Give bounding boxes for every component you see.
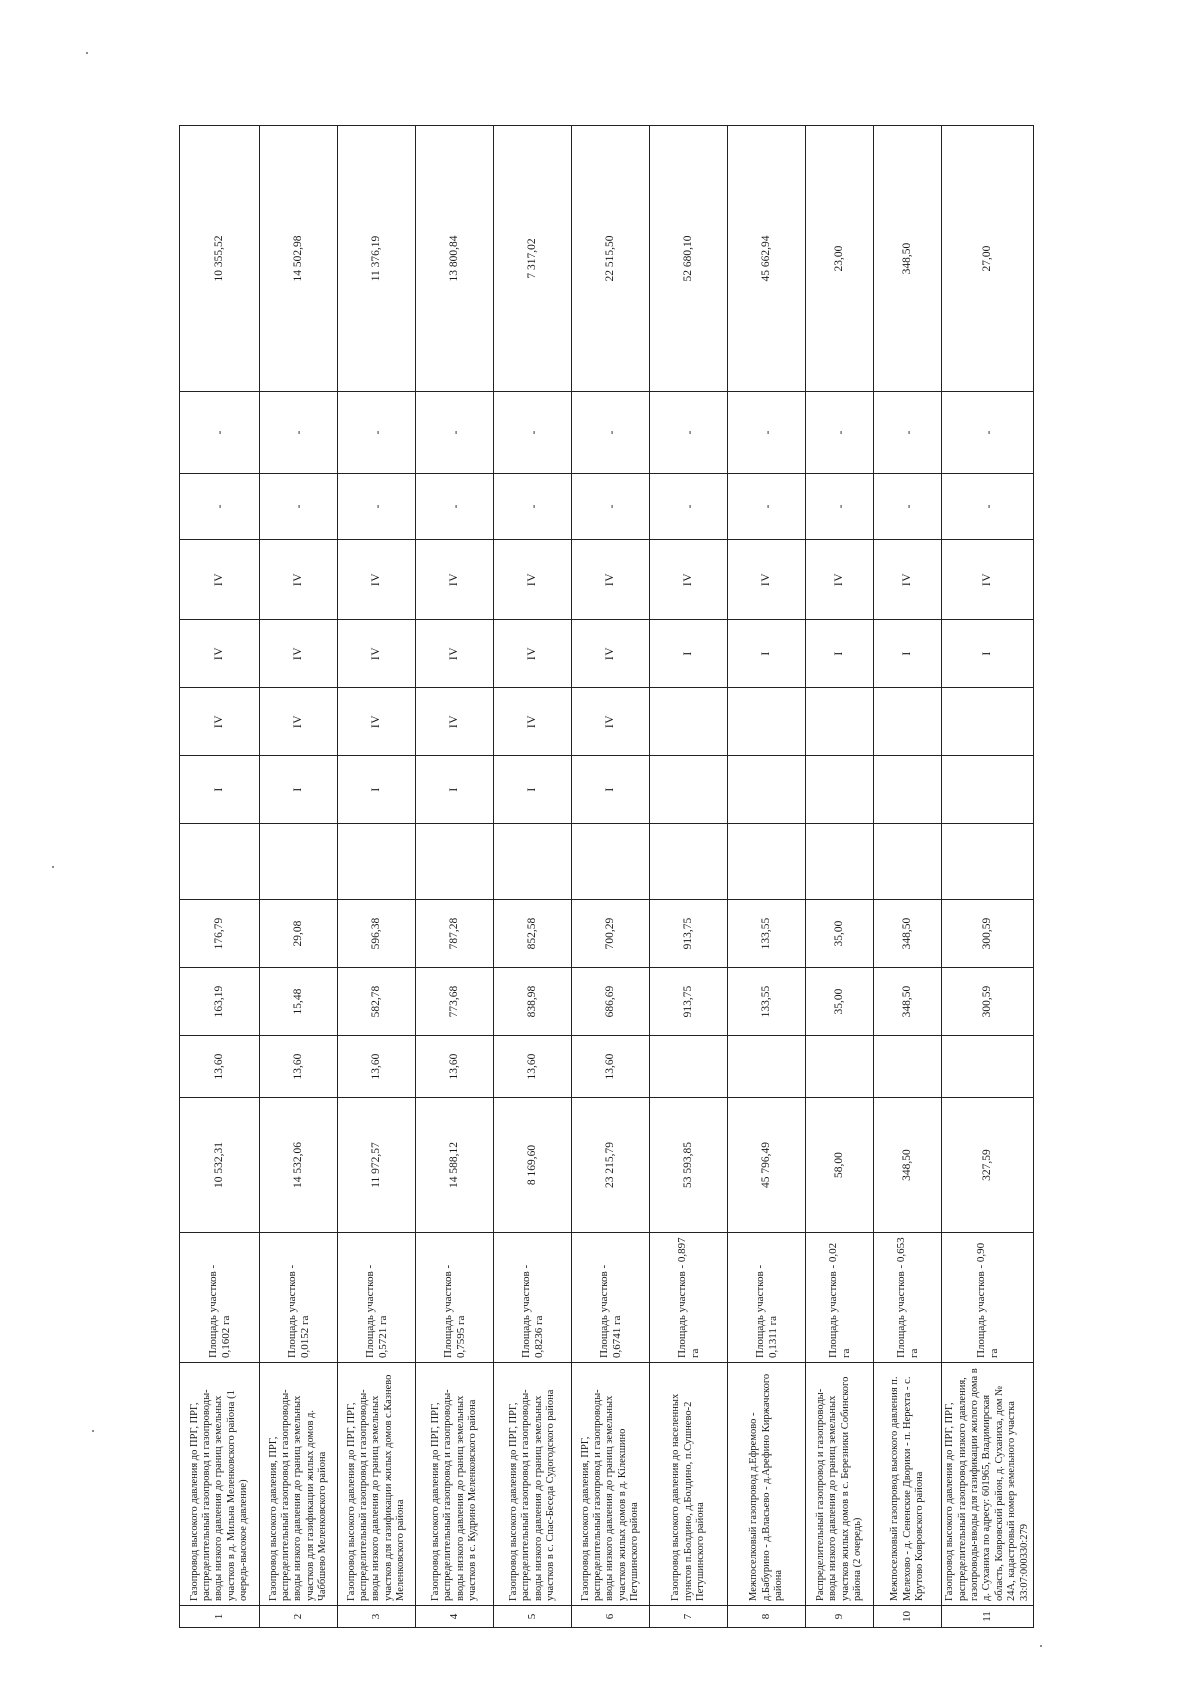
row-number: 8 [728,1606,806,1628]
category-col-3: I [728,620,806,688]
empty-cell [572,824,650,900]
rotated-table-sheet [179,126,1034,1628]
total-cost: 348,50 [874,1098,942,1233]
cost-col-2: 13,60 [416,1036,494,1098]
row-number: 7 [650,1606,728,1628]
cost-col-2: 13,60 [338,1036,416,1098]
row-number: 3 [338,1606,416,1628]
cost-col-2: 13,60 [494,1036,572,1098]
category-col-1 [806,756,874,824]
category-col-4: IV [338,540,416,620]
category-col-1: I [416,756,494,824]
cost-col-3: 133,55 [728,968,806,1036]
cost-col-2: 13,60 [572,1036,650,1098]
table-row [338,126,416,1628]
table-row [260,126,338,1628]
table-row [180,126,260,1628]
cost-col-3: 348,50 [874,968,942,1036]
category-col-4: IV [942,540,1034,620]
row-number: 6 [572,1606,650,1628]
category-col-4: IV [416,540,494,620]
remaining-value: 22 515,50 [572,126,650,392]
cost-col-2: 13,60 [180,1036,260,1098]
remaining-value: 45 662,94 [728,126,806,392]
dash-col-1: - [260,474,338,540]
row-number: 10 [874,1606,942,1628]
cost-col-3: 773,68 [416,968,494,1036]
cost-col-2 [806,1036,874,1098]
plot-area: Площадь участков - 0,5721 га [338,1233,416,1363]
category-col-4: IV [180,540,260,620]
empty-cell [874,824,942,900]
total-cost: 14 532,06 [260,1098,338,1233]
category-col-4: IV [650,540,728,620]
total-cost: 8 169,60 [494,1098,572,1233]
category-col-2: IV [416,688,494,756]
object-description: Газопровод высокого давления до ПРГ, ПРГ, распределительный газопровод низкого давления, газопроводы-вводы для газификации жилого дома в д. Суханиха по адресу: 601965, Владимирская область, Ковровский район, д. Суханиха, дом № 24А, кадастровый номер земельного участка 33:07:000330:279 [942,1363,1034,1606]
plot-area: Площадь участков - 0,7595 га [416,1233,494,1363]
remaining-value: 52 680,10 [650,126,728,392]
cost-col-4: 29,08 [260,900,338,968]
category-col-3: IV [180,620,260,688]
category-col-1 [942,756,1034,824]
category-col-2 [728,688,806,756]
remaining-value: 11 376,19 [338,126,416,392]
category-col-2: IV [180,688,260,756]
table-row [874,126,942,1628]
table-row [416,126,494,1628]
table-row [942,126,1034,1628]
category-col-2: IV [572,688,650,756]
plot-area: Площадь участков - 0,897 га [650,1233,728,1363]
table-row [728,126,806,1628]
empty-cell [338,824,416,900]
row-number: 1 [180,1606,260,1628]
cost-col-3: 163,19 [180,968,260,1036]
category-col-2: IV [494,688,572,756]
category-col-2 [650,688,728,756]
category-col-3: I [874,620,942,688]
row-number: 5 [494,1606,572,1628]
cost-col-4: 700,29 [572,900,650,968]
object-description: Газопровод высокого давления до ПРГ, ПРГ, распределительный газопровод и газопроводы-вводы низкого давления до границ земельных участков в с. Спас-Беседа Судогодского района [494,1363,572,1606]
remaining-value: 13 800,84 [416,126,494,392]
empty-cell [180,824,260,900]
dash-col-1: - [180,474,260,540]
remaining-value: 7 317,02 [494,126,572,392]
category-col-2 [806,688,874,756]
category-col-3: I [650,620,728,688]
category-col-4: IV [572,540,650,620]
plot-area: Площадь участков - 0,6741 га [572,1233,650,1363]
category-col-2: IV [338,688,416,756]
object-description: Газопровод высокого давления, ПРГ, распределительный газопровод и газопроводы-вводы низкого давления до границ земельных участков жилых домов в д. Кілекшино Петушинского района [572,1363,650,1606]
table-row [494,126,572,1628]
cost-col-3: 35,00 [806,968,874,1036]
total-cost: 10 532,31 [180,1098,260,1233]
total-cost: 23 215,79 [572,1098,650,1233]
cost-col-4: 300,59 [942,900,1034,968]
dash-col-2: - [728,392,806,474]
category-col-2 [942,688,1034,756]
table-row [806,126,874,1628]
object-description: Газопровод высокого давления до ПРГ, ПРГ, распределительный газопровод и газопроводы-вводы низкого давления до границ земельных участков в д. Мильна Меленковского района (1 очередь-высокое давление) [180,1363,260,1606]
category-col-4: IV [874,540,942,620]
category-col-4: IV [728,540,806,620]
cost-col-3: 838,98 [494,968,572,1036]
object-description: Газопровод высокого давления, ПРГ, распределительный газопровод и газопроводы-вводы низкого давления до границ земельных участков для газификации жилых домов д. Чаббшево Меленковского района [260,1363,338,1606]
dash-col-2: - [416,392,494,474]
dash-col-2: - [494,392,572,474]
plot-area: Площадь участков - 0,8236 га [494,1233,572,1363]
remaining-value: 27,00 [942,126,1034,392]
cost-col-3: 582,78 [338,968,416,1036]
empty-cell [728,824,806,900]
cost-col-2 [874,1036,942,1098]
plot-area: Площадь участков - 0,90 га [942,1233,1034,1363]
dash-col-1: - [572,474,650,540]
cost-col-2 [942,1036,1034,1098]
category-col-2 [874,688,942,756]
category-col-4: IV [494,540,572,620]
empty-cell [416,824,494,900]
category-col-3: IV [572,620,650,688]
row-number: 2 [260,1606,338,1628]
dash-col-1: - [806,474,874,540]
plot-area: Площадь участков - 0,653 га [874,1233,942,1363]
category-col-3: IV [338,620,416,688]
row-number: 4 [416,1606,494,1628]
object-description: Межпоселковый газопровод д.Ефремово - д.Бабурино - д.Власьево - д.Арефино Киржачского района [728,1363,806,1606]
cost-col-4: 852,58 [494,900,572,968]
dash-col-1: - [416,474,494,540]
empty-cell [806,824,874,900]
dash-col-1: - [650,474,728,540]
category-col-1: I [260,756,338,824]
category-col-4: IV [806,540,874,620]
plot-area: Площадь участков - 0,1602 га [180,1233,260,1363]
row-number: 9 [806,1606,874,1628]
empty-cell [260,824,338,900]
dash-col-2: - [180,392,260,474]
cost-col-4: 913,75 [650,900,728,968]
category-col-3: I [942,620,1034,688]
dash-col-2: - [338,392,416,474]
cost-col-4: 787,28 [416,900,494,968]
dash-col-2: - [260,392,338,474]
object-description: Газопровод высокого давления до населенных пунктов п.Болдино, д.Болдино, п.Сушнево-2 Петушинского района [650,1363,728,1606]
empty-cell [494,824,572,900]
dash-col-2: - [650,392,728,474]
dash-col-2: - [572,392,650,474]
cost-col-3: 15,48 [260,968,338,1036]
cost-col-4: 133,55 [728,900,806,968]
empty-cell [942,824,1034,900]
total-cost: 53 593,85 [650,1098,728,1233]
plot-area: Площадь участков - 0,02 га [806,1233,874,1363]
category-col-1: I [572,756,650,824]
cost-col-2: 13,60 [260,1036,338,1098]
category-col-3: IV [494,620,572,688]
dash-col-1: - [728,474,806,540]
table-row [650,126,728,1628]
cost-col-3: 686,69 [572,968,650,1036]
total-cost: 327,59 [942,1098,1034,1233]
category-col-4: IV [260,540,338,620]
dash-col-1: - [942,474,1034,540]
remaining-value: 23,00 [806,126,874,392]
cost-col-2 [728,1036,806,1098]
total-cost: 11 972,57 [338,1098,416,1233]
total-cost: 58,00 [806,1098,874,1233]
category-col-1 [728,756,806,824]
cost-col-3: 913,75 [650,968,728,1036]
cost-col-3: 300,59 [942,968,1034,1036]
plot-area: Площадь участков - 0,1311 га [728,1233,806,1363]
total-cost: 14 588,12 [416,1098,494,1233]
gas-pipeline-table [179,125,1034,1628]
cost-col-2 [650,1036,728,1098]
category-col-3: IV [260,620,338,688]
category-col-1 [650,756,728,824]
cost-col-4: 596,38 [338,900,416,968]
cost-col-4: 348,50 [874,900,942,968]
dash-col-1: - [494,474,572,540]
dash-col-2: - [806,392,874,474]
category-col-1 [874,756,942,824]
remaining-value: 14 502,98 [260,126,338,392]
object-description: Газопровод высокого давления до ПРГ, ПРГ, распределительный газопровод и газопроводы-вводы низкого давления до границ земельных участков для газификации жилых домов с.Казнево Меленковского района [338,1363,416,1606]
empty-cell [650,824,728,900]
total-cost: 45 796,49 [728,1098,806,1233]
object-description: Газопровод высокого давления до ПРГ, ПРГ, распределительный газопровод и газопроводы-вводы низкого давления до границ земельных участков в с. Кудрино Меленковского района [416,1363,494,1606]
plot-area: Площадь участков - 0,0152 га [260,1233,338,1363]
dash-col-1: - [874,474,942,540]
category-col-1: I [180,756,260,824]
dash-col-2: - [874,392,942,474]
category-col-1: I [338,756,416,824]
cost-col-4: 35,00 [806,900,874,968]
remaining-value: 10 355,52 [180,126,260,392]
category-col-2: IV [260,688,338,756]
category-col-3: I [806,620,874,688]
dash-col-1: - [338,474,416,540]
object-description: Межпоселковый газопровод высокого давления п. Мелехово - д. Сененские Дворики - п. Нерехта - с. Крутово Ковровского района [874,1363,942,1606]
category-col-1: I [494,756,572,824]
dash-col-2: - [942,392,1034,474]
table-row [572,126,650,1628]
cost-col-4: 176,79 [180,900,260,968]
object-description: Распределительный газопровод и газопроводы-вводы низкого давления до границ земельных участков жилых домов в с. Березники Собинского района (2 очередь) [806,1363,874,1606]
category-col-3: IV [416,620,494,688]
row-number: 11 [942,1606,1034,1628]
remaining-value: 348,50 [874,126,942,392]
